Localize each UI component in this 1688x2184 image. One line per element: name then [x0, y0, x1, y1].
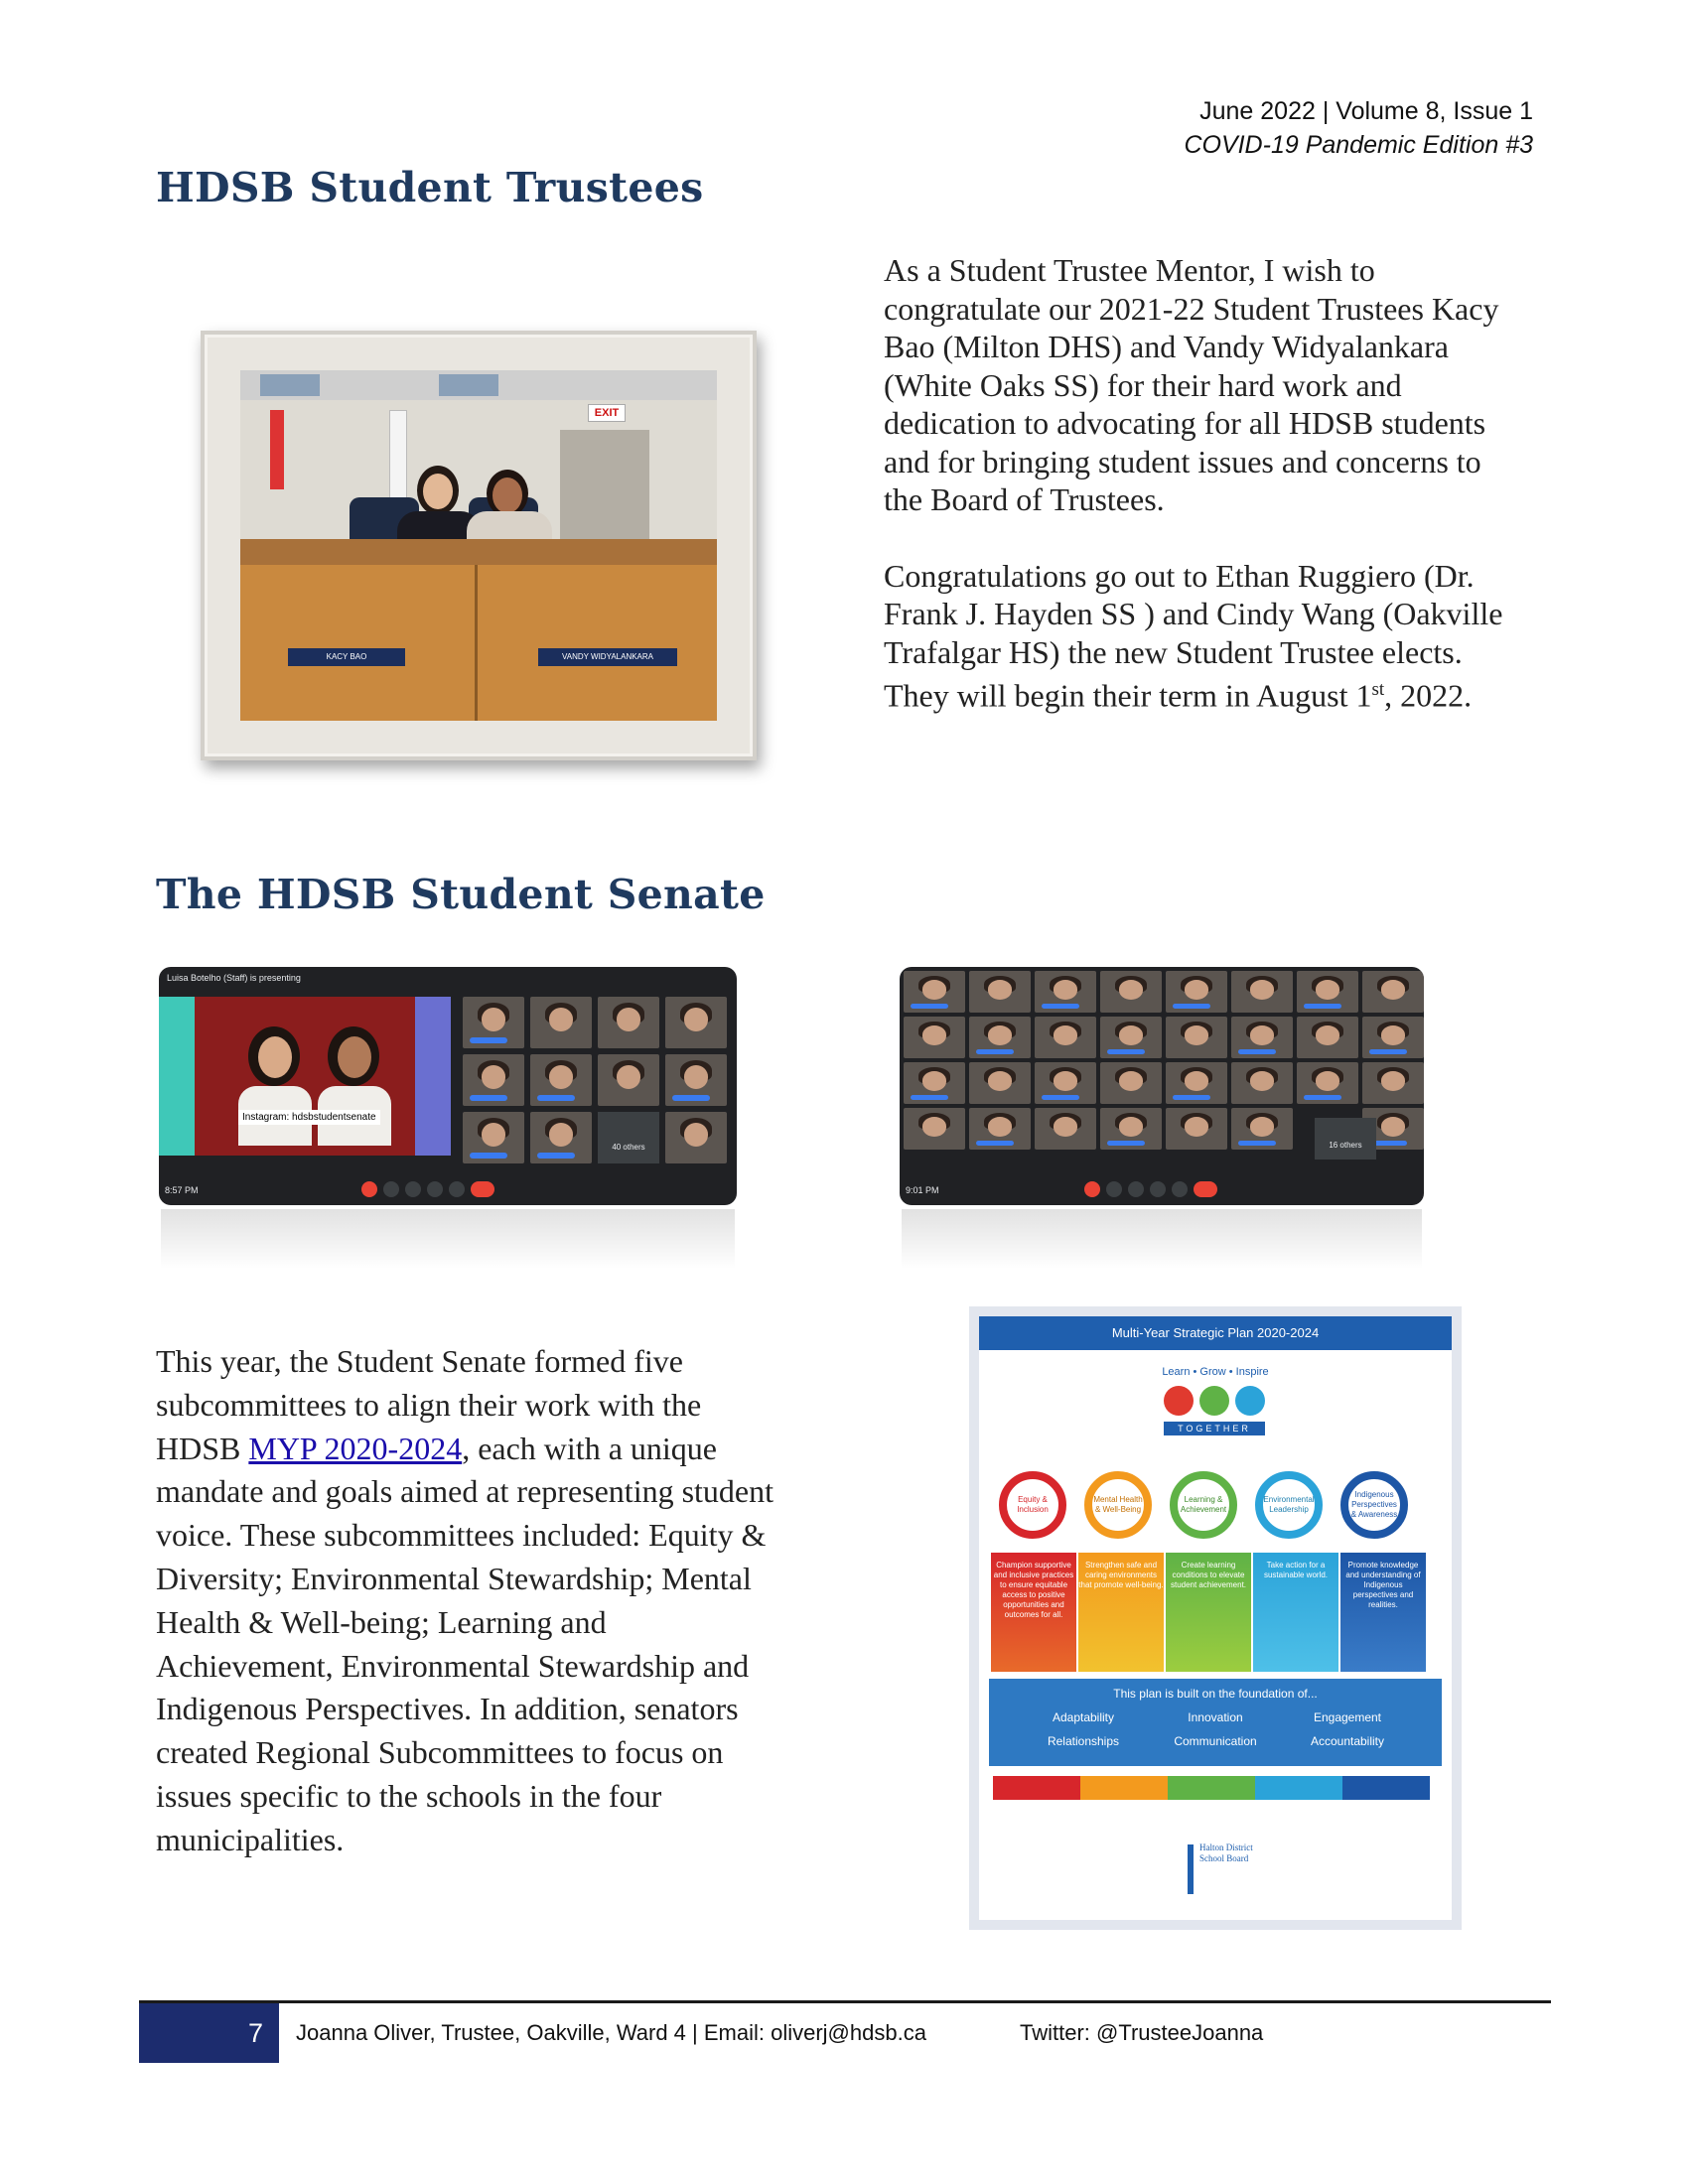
senate-meeting-screenshot-1: [159, 967, 737, 1205]
participant-tile: [1297, 1017, 1358, 1058]
participant-tile: [1100, 1108, 1162, 1150]
camera-button: [1106, 1181, 1122, 1197]
color-strip: [1080, 1776, 1168, 1800]
presenting-label: Luisa Botelho (Staff) is presenting: [167, 973, 301, 983]
strategic-plan-poster: [969, 1306, 1462, 1930]
present-button: [1172, 1181, 1188, 1197]
participant-tile: [969, 1108, 1031, 1150]
myp-link[interactable]: MYP 2020-2024: [248, 1430, 463, 1466]
participant-tile: [1362, 971, 1424, 1013]
mic-button: [361, 1181, 377, 1197]
issue-info: June 2022 | Volume 8, Issue 1: [1199, 97, 1533, 125]
others-count-2: 16 others: [1315, 1118, 1376, 1160]
pillar-text-equity: Champion supportive and inclusive practices to ensure equitable access to positive opportunities and outcomes for all.: [991, 1553, 1076, 1672]
raise-hand-button: [427, 1181, 443, 1197]
nameplate-right: VANDY WIDYALANKARA: [538, 648, 677, 666]
trustees-photo-frame: [201, 331, 757, 760]
inspire-icon: [1235, 1386, 1265, 1416]
participant-tile: [969, 1062, 1031, 1104]
mic-button: [1084, 1181, 1100, 1197]
poster-title: Multi-Year Strategic Plan 2020-2024: [979, 1316, 1452, 1350]
participant-tile: [1166, 1017, 1227, 1058]
trustees-photo: [240, 370, 717, 721]
participant-tile: [1100, 1017, 1162, 1058]
pillar-ring-learning: Learning & Achievement: [1170, 1471, 1237, 1539]
value-item: Engagement: [1313, 1710, 1382, 1724]
edition-label: COVID-19 Pandemic Edition #3: [1184, 131, 1533, 159]
end-call-button: [1194, 1181, 1217, 1197]
participant-tile: [1035, 1108, 1096, 1150]
pillar-text-mental-health: Strengthen safe and caring environments that promote well-being.: [1078, 1553, 1164, 1672]
value-item: Accountability: [1310, 1734, 1385, 1748]
page-number: 7: [139, 2003, 279, 2063]
pillar-ring-environment: Environmental Leadership: [1255, 1471, 1323, 1539]
participant-tile: [1231, 1108, 1293, 1150]
camera-button: [383, 1181, 399, 1197]
senate-meeting-screenshot-2: [900, 967, 1424, 1205]
participant-tile: [904, 971, 965, 1013]
participant-tile: [1231, 971, 1293, 1013]
participant-tile: [1362, 1062, 1424, 1104]
participant-tile: [1297, 1062, 1358, 1104]
participant-tile: [1035, 1017, 1096, 1058]
foundation-box: [989, 1679, 1442, 1766]
trustees-paragraph-2-text: Congratulations go out to Ethan Ruggiero (Dr. Frank J. Hayden SS ) and Cindy Wang (Oakville Trafalgar HS) the new Student Trustee elects. They will begin their term in August 1: [884, 557, 1503, 714]
participant-tile: [969, 971, 1031, 1013]
participant-tile: [1362, 1017, 1424, 1058]
raise-hand-button: [1150, 1181, 1166, 1197]
together-banner: TOGETHER: [1164, 1422, 1265, 1435]
value-item: Relationships: [1047, 1734, 1120, 1748]
color-strip: [1342, 1776, 1430, 1800]
section-title-senate: The HDSB Student Senate: [156, 871, 766, 918]
foundation-title: This plan is built on the foundation of...: [1113, 1687, 1318, 1701]
meeting-time-2: 9:01 PM: [906, 1185, 939, 1195]
screenshot-2-reflection: [902, 1209, 1422, 1269]
end-call-button: [471, 1181, 494, 1197]
participant-tile: [1100, 1062, 1162, 1104]
grow-icon: [1199, 1386, 1229, 1416]
participant-tile: [1035, 971, 1096, 1013]
participant-tile: [1166, 1062, 1227, 1104]
value-item: Adaptability: [1052, 1710, 1115, 1724]
footer-twitter: Twitter: @TrusteeJoanna: [1020, 2020, 1264, 2045]
poster-tagline: Learn • Grow • Inspire: [1162, 1366, 1269, 1378]
captions-button: [1128, 1181, 1144, 1197]
trustees-text: [884, 251, 1509, 752]
trustees-paragraph-2: [884, 557, 1509, 716]
pillar-ring-mental-health: Mental Health & Well-Being: [1084, 1471, 1152, 1539]
ordinal-suffix: st: [1371, 679, 1385, 700]
participant-tile: [904, 1062, 965, 1104]
participant-tile: [1166, 971, 1227, 1013]
participant-tile: [1166, 1108, 1227, 1150]
color-strip: [1168, 1776, 1255, 1800]
trustees-paragraph-2-end: , 2022.: [1384, 677, 1473, 714]
participant-tile: [904, 1108, 965, 1150]
senate-text-part-2: , each with a unique mandate and goals aimed at representing student voice. These subcommittees included: Equity & Diversity; Environmental Stewardship; Mental Health & Well-being; Learning and Achievement, Environmental Stewardship and Indigenous Perspectives. In addition, senators created Regional Subcommittees to focus on issues specific to the schools in the four municipalities.: [156, 1430, 774, 1857]
pillar-ring-equity: Equity & Inclusion: [999, 1471, 1066, 1539]
trustees-paragraph-1: As a Student Trustee Mentor, I wish to congratulate our 2021-22 Student Trustees Kacy Bao (Milton DHS) and Vandy Widyalankara (White Oaks SS) for their hard work and dedication to advocating for all HDSB students and for bringing student issues and concerns to the Board of Trustees.: [884, 252, 1499, 517]
screenshot-1-reflection: [161, 1209, 735, 1269]
present-button: [449, 1181, 465, 1197]
pillar-ring-indigenous: Indigenous Perspectives & Awareness: [1340, 1471, 1408, 1539]
others-count-1: 40 others: [598, 1112, 659, 1163]
participant-tile: [1297, 971, 1358, 1013]
color-strip: [1255, 1776, 1342, 1800]
senate-text: [156, 1340, 786, 1862]
participant-tile: [1035, 1062, 1096, 1104]
value-item: Innovation: [1188, 1710, 1243, 1724]
captions-button: [405, 1181, 421, 1197]
learn-icon: [1164, 1386, 1194, 1416]
value-item: Communication: [1174, 1734, 1257, 1748]
exit-sign: EXIT: [588, 404, 626, 422]
pillar-text-indigenous: Promote knowledge and understanding of Indigenous perspectives and realities.: [1340, 1553, 1426, 1672]
footer-contact: Joanna Oliver, Trustee, Oakville, Ward 4 | Email: oliverj@hdsb.ca: [296, 2020, 926, 2045]
senate-text-part-1: This year, the Student Senate formed five subcommittees to align their work with the HDSB: [156, 1343, 702, 1466]
color-strip: [993, 1776, 1080, 1800]
participant-tile: [904, 1017, 965, 1058]
participant-tile: [1100, 971, 1162, 1013]
board-name: Halton District School Board: [1199, 1843, 1253, 1863]
meeting-time-1: 8:57 PM: [165, 1185, 199, 1195]
pillar-text-environment: Take action for a sustainable world.: [1253, 1553, 1338, 1672]
participant-tile: [1231, 1062, 1293, 1104]
board-logo-icon: [1188, 1844, 1194, 1894]
pillar-text-learning: Create learning conditions to elevate student achievement.: [1166, 1553, 1251, 1672]
participant-tile: [969, 1017, 1031, 1058]
nameplate-left: KACY BAO: [288, 648, 405, 666]
instagram-caption: Instagram: hdsbstudentsenate: [238, 1110, 380, 1125]
section-title-trustees: HDSB Student Trustees: [156, 164, 704, 211]
participant-tile: [1231, 1017, 1293, 1058]
